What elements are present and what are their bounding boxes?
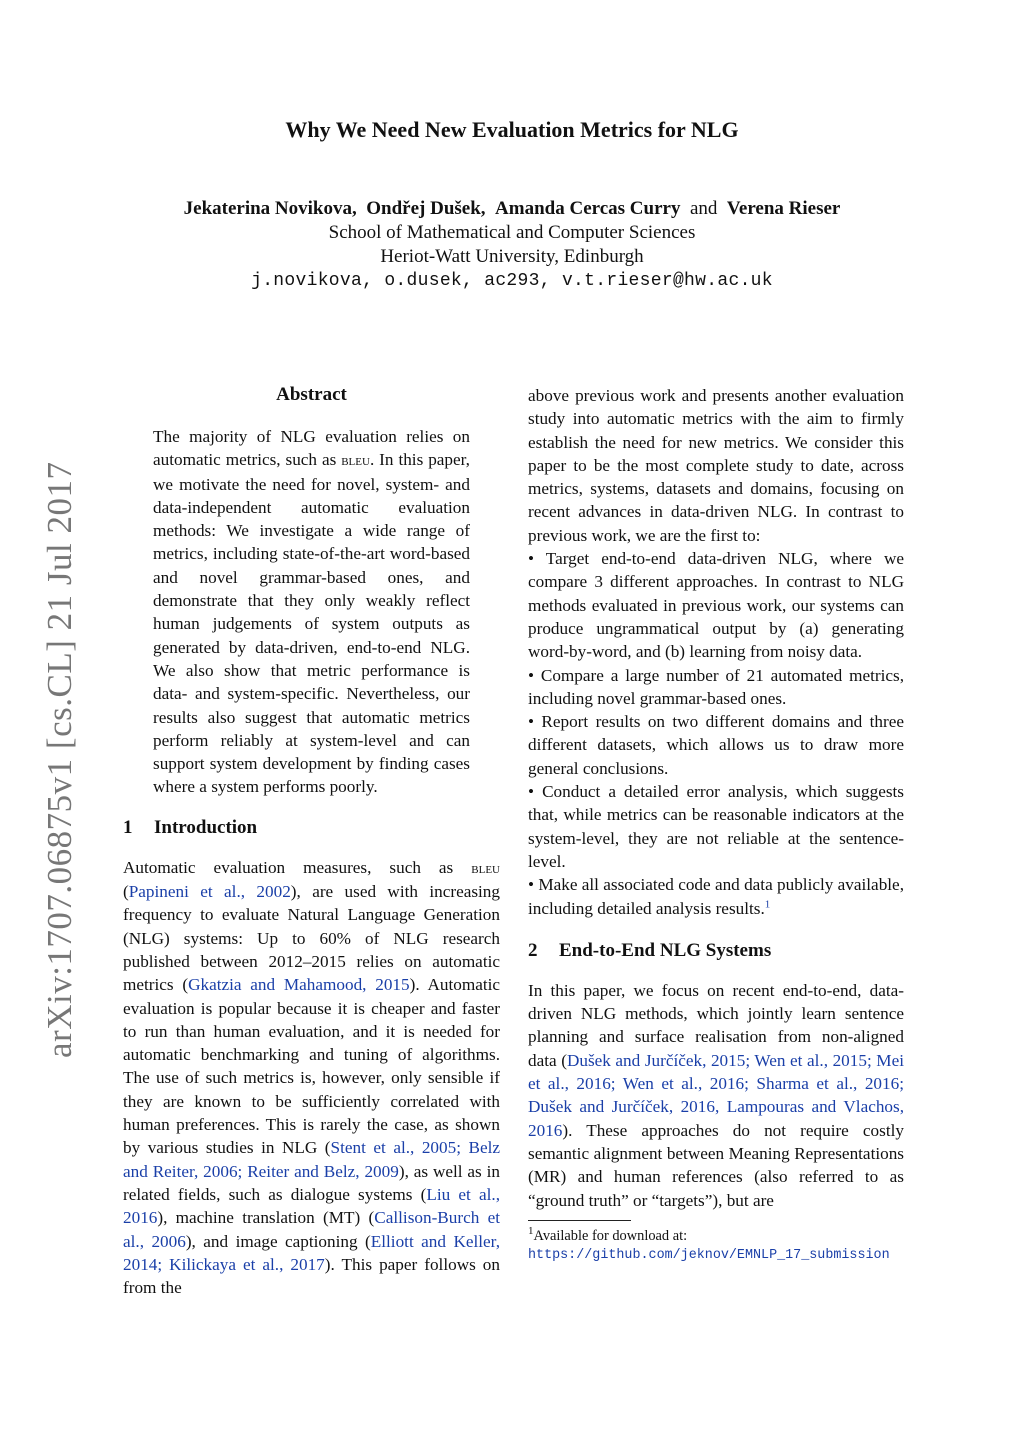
author-1: Jekaterina Novikova, [183, 198, 357, 219]
author-3: Amanda Cercas Curry [495, 198, 681, 219]
author-names [0, 197, 1024, 221]
citation-link[interactable]: Liu et al., 2016 [123, 1184, 500, 1228]
citation-link[interactable]: Elliott and Keller, 2014; Kilickaya et al., 2017 [123, 1231, 500, 1274]
abstract-heading: Abstract [276, 384, 347, 405]
citation-link[interactable]: Stent et al., 2005; Belz and Reiter, 2006; Reiter and Belz, 2009 [123, 1138, 500, 1181]
footnote-marker[interactable]: 1 [764, 897, 771, 910]
author-and: and [689, 198, 718, 219]
footnote-divider [528, 1220, 631, 1221]
bleu-term: bleu [471, 859, 500, 877]
abstract-text: The majority of NLG evaluation relies on automatic metrics, such as bleu. In this paper, we motivate the need for novel, system- and data-independent automatic evaluation methods: We investigate a wide range of metrics, including state-of-the-art word-based and novel grammar-based ones, and demonstrate that they only weakly reflect human judgements of system outputs as generated by data-driven, end-to-end NLG. We also show that metric performance is data- and system-specific. Nevertheless, our results also suggest that automatic metrics perform reliably at system-level and can support system development by finding cases where a system performs poorly. [153, 427, 470, 797]
contribution-bullet: • Target end-to-end data-driven NLG, where we compare 3 different approaches. In contrast to NLG methods evaluated in previous work, our systems can produce ungrammatical output by (a) generating word-by-word, and (b) learning from noisy data. [528, 549, 904, 662]
contribution-bullet: • Compare a large number of 21 automated metrics, including novel grammar-based ones. [528, 665, 904, 708]
affiliation-university: Heriot-Watt University, Edinburgh [380, 246, 644, 267]
paper-title: Why We Need New Evaluation Metrics for NLG [285, 117, 739, 142]
author-block [0, 197, 1024, 293]
right-column [528, 384, 904, 1265]
citation-link[interactable]: Callison-Burch et al., 2006 [123, 1208, 500, 1251]
contribution-bullet: • Make all associated code and data publicly available, including detailed analysis results.$^1$ [528, 875, 904, 918]
footnote-url[interactable]: https://github.com/jeknov/EMNLP_17_submission [528, 1247, 890, 1263]
introduction-text: Automatic evaluation measures, such as bleu (Papineni et al., 2002), are used with increasing frequency to evaluate Natural Language Generation (NLG) systems: Up to 60% of NLG research published between 2012–2015 relies on automatic metrics (Gkatzia and Mahamood, 2015). Automatic evaluation is popular because it is cheaper and faster to run than human evaluation, and it is needed for automatic benchmarking and tuning of algorithms. The use of such metrics is, however, only sensible if they are known to be sufficiently correlated with human preferences. This is rarely the case, as shown by various studies in NLG (Stent et al., 2005; Belz and Reiter, 2006; Reiter and Belz, 2009), as well as in related fields, such as dialogue systems (Liu et al., 2016), machine translation (MT) (Callison-Burch et al., 2006), and image captioning (Elliott and Keller, 2014; Kilickaya et al., 2017). This paper follows on from the [123, 857, 500, 1298]
citation-link[interactable]: Papineni et al., 2002 [128, 882, 291, 902]
left-column [123, 380, 500, 1299]
arxiv-identifier: arXiv:1707.06875v1 [cs.CL] 21 Jul 2017 [40, 461, 79, 1058]
contribution-intro: above previous work and presents another evaluation study into automatic metrics with the aim to firmly establish the need for new metrics. We consider this paper to be the most complete study to date, across metrics, systems, datasets and domains, focusing on recent advances in data-driven NLG. In contrast to previous work, we are the first to: [528, 386, 904, 545]
section-heading-end-to-end: 2 End-to-End NLG Systems [528, 939, 772, 961]
citation-link[interactable]: Dušek and Jurčíček, 2015; Wen et al., 2015; Mei et al., 2016; Wen et al., 2016; Sharma et al., 2016; Dušek and Jurčíček, 2016, Lampouras and Vlachos, 2016 [528, 1050, 904, 1140]
contribution-bullet: • Report results on two different domains and three different datasets, which allows us to draw more general conclusions. [528, 712, 904, 778]
author-2: Ondřej Dušek, [366, 198, 486, 219]
affiliation-school: School of Mathematical and Computer Sciences [328, 222, 696, 243]
bleu-term: bleu [341, 452, 370, 470]
contribution-bullet: • Conduct a detailed error analysis, which suggests that, while metrics can be reasonable indicators at the system-level, they are not reliable at the sentence-level. [528, 782, 904, 871]
section2-text: In this paper, we focus on recent end-to-end, data-driven NLG methods, which jointly learn sentence planning and surface realisation from non-aligned data (Dušek and Jurčíček, 2015; Wen et al., 2015; Mei et al., 2016; Wen et al., 2016; Sharma et al., 2016; Dušek and Jurčíček, 2016, Lampouras and Vlachos, 2016). These approaches do not require costly semantic alignment between Meaning Representations (MR) and human references (also referred to as “ground truth” or “targets”), but are [528, 980, 904, 1210]
section-heading-introduction: 1 Introduction [123, 816, 258, 838]
footnote: $^1$Available for download at: https://github.com/jeknov/EMNLP_17_submission [528, 1225, 890, 1263]
author-emails: j.novikova, o.dusek, ac293, v.t.rieser@hw.ac.uk [251, 271, 773, 291]
citation-link[interactable]: Gkatzia and Mahamood, 2015 [188, 975, 410, 995]
author-4: Verena Rieser [726, 198, 841, 219]
